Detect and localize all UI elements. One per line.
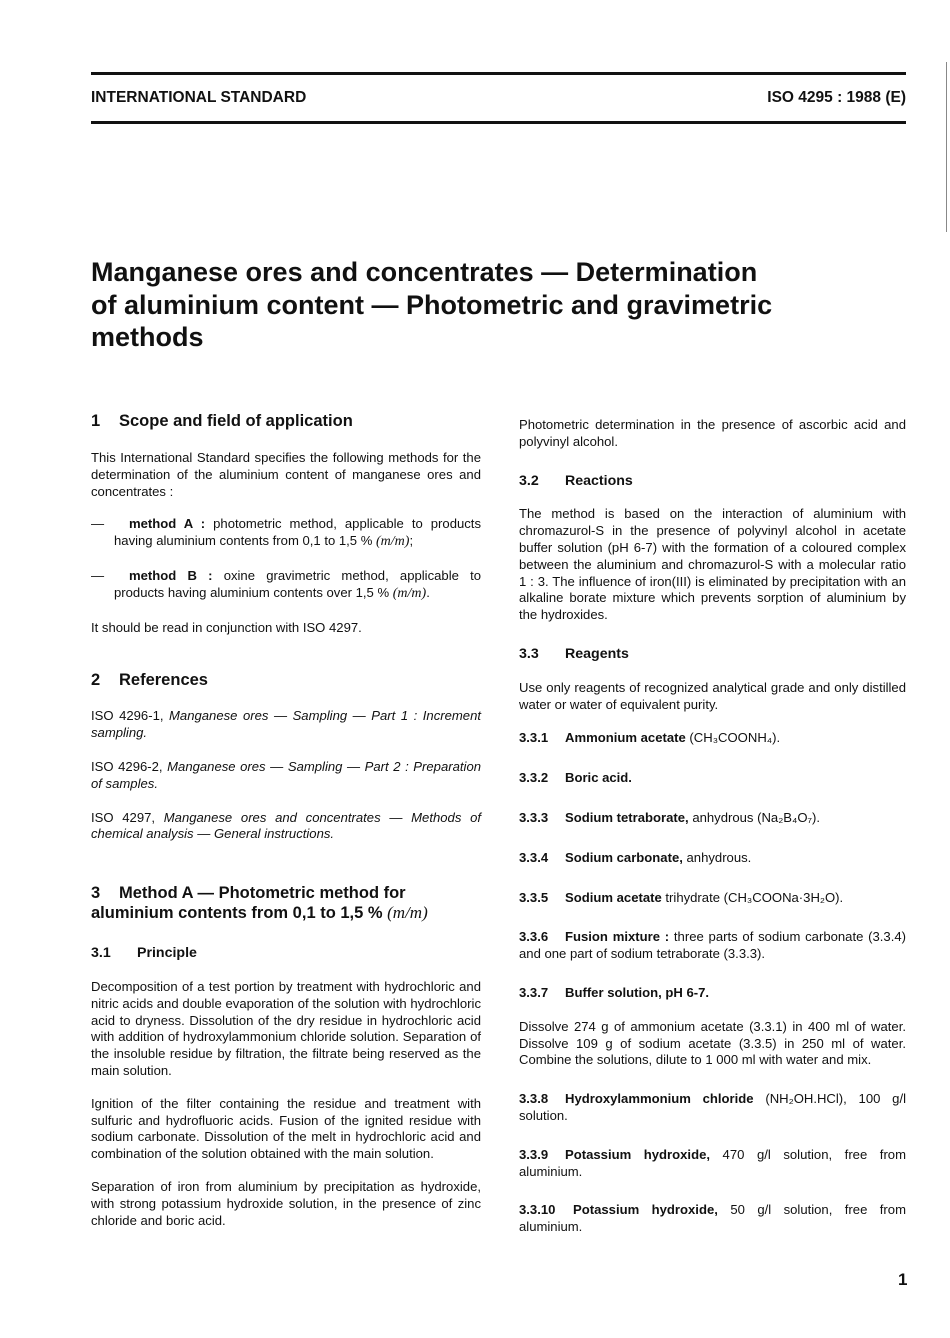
reagent-name: Fusion mixture : bbox=[565, 929, 670, 945]
header-rule-bottom bbox=[91, 121, 906, 124]
principle-paragraph: Separation of iron from aluminium by precipitation as hydroxide, with strong potassium hydroxide solution, in the presence of zinc chloride and boric acid. bbox=[91, 1178, 481, 1228]
unit: (m/m) bbox=[387, 903, 428, 923]
reagent-number: 3.3.7 bbox=[519, 984, 549, 1000]
principle-paragraph: Photometric determination in the presence of ascorbic acid and polyvinyl alcohol. bbox=[519, 417, 906, 449]
subsection-number: 3.3 bbox=[519, 645, 539, 662]
title-line: methods bbox=[91, 322, 204, 352]
reagent-name: Sodium tetraborate, bbox=[565, 809, 689, 825]
unit: (m/m) bbox=[376, 534, 410, 550]
reagent-name: Sodium acetate bbox=[565, 889, 662, 905]
reagent-detail: trihydrate (CH₃COONa·3H₂O). bbox=[661, 889, 844, 905]
left-column bbox=[91, 412, 481, 1229]
reference-item bbox=[91, 759, 481, 793]
subsection-heading-principle bbox=[91, 945, 481, 962]
reagent-name: Boric acid. bbox=[565, 770, 632, 786]
method-label: method A : bbox=[129, 516, 206, 532]
reagent-item bbox=[519, 890, 906, 907]
reagent-item bbox=[519, 1202, 906, 1236]
section-number: 2 bbox=[91, 671, 101, 690]
page-number: 1 bbox=[898, 1270, 908, 1289]
reference-item bbox=[91, 810, 481, 844]
methods-list bbox=[91, 516, 481, 602]
subsection-number: 3.2 bbox=[519, 472, 539, 489]
dash-bullet: — bbox=[91, 516, 105, 532]
method-label: method B : bbox=[129, 567, 213, 583]
document-title bbox=[91, 256, 891, 354]
header-rule-top bbox=[91, 72, 906, 75]
reagent-item bbox=[519, 929, 906, 963]
ref-code: ISO 4297, bbox=[91, 809, 156, 825]
reagent-name: Potassium hydroxide, bbox=[573, 1202, 718, 1218]
unit: (m/m) bbox=[392, 585, 427, 601]
reference-item bbox=[91, 708, 481, 742]
reagent-number: 3.3.4 bbox=[519, 849, 549, 865]
reagent-item bbox=[519, 730, 906, 747]
reagent-name: Ammonium acetate bbox=[565, 730, 686, 746]
reagent-number: 3.3.3 bbox=[519, 809, 549, 825]
dash-bullet: — bbox=[91, 567, 105, 583]
method-text: photometric method, applicable to products having aluminium contents from 0,1 to 1,5 % bbox=[114, 516, 481, 549]
method-text: oxine gravimetric method, applicable to products having aluminium contents over 1,5 % bbox=[114, 567, 482, 600]
reagent-detail: three parts of sodium carbonate (3.3.4) and one part of sodium tetraborate (3.3.3). bbox=[519, 929, 906, 962]
reagent-number: 3.3.6 bbox=[519, 929, 549, 945]
reagent-detail: 50 g/l solution, free from aluminium. bbox=[519, 1202, 906, 1235]
subsection-title: Reagents bbox=[565, 645, 629, 662]
reagent-item bbox=[519, 1147, 906, 1181]
reagent-item bbox=[519, 985, 906, 1002]
subsection-heading-reactions bbox=[519, 473, 906, 490]
reagents-intro: Use only reagents of recognized analytical grade and only distilled water or water of equivalent purity. bbox=[519, 679, 906, 712]
reagent-number: 3.3.2 bbox=[519, 770, 549, 786]
reagent-number: 3.3.8 bbox=[519, 1091, 549, 1107]
reagent-detail: anhydrous. bbox=[682, 849, 752, 865]
section-title: Scope and field of application bbox=[119, 412, 353, 430]
section-heading-references bbox=[91, 671, 481, 690]
reagent-name: Hydroxylammonium chloride bbox=[565, 1091, 754, 1107]
section-number: 1 bbox=[91, 412, 101, 430]
page-edge-line bbox=[946, 62, 947, 232]
title-line: of aluminium content — Photometric and gravimetric bbox=[91, 289, 773, 320]
ref-title: Manganese ores and concentrates — Methods of chemical analysis — General instructions. bbox=[91, 809, 482, 842]
reagent-number: 3.3.10 bbox=[519, 1202, 556, 1218]
reagent-number: 3.3.9 bbox=[519, 1146, 549, 1162]
reactions-paragraph: The method is based on the interaction of aluminium with chromazurol-S in the presence of polyvinyl alcohol in acetate buffer solution (pH 6-7) with the formation of a coloured complex between the aluminium and chromazurol-S with a molecular ratio 1 : 3. The influence of iron(III) is eliminated by precipitation with an alkaline borate mixture which prevents sorption of aluminium by the hydroxides. bbox=[519, 506, 906, 623]
reagent-name: Buffer solution, pH 6-7. bbox=[565, 984, 710, 1000]
scope-intro: This International Standard specifies the following methods for the determination of the aluminium content of manganese ores and concentrates : bbox=[91, 450, 481, 499]
reagent-item bbox=[519, 770, 906, 787]
section-heading-method-a bbox=[91, 884, 481, 923]
ref-title: Manganese ores — Sampling — Part 2 : Preparation of samples. bbox=[91, 758, 482, 791]
reagent-detail: (NH₂OH.HCl), 100 g/l solution. bbox=[519, 1091, 906, 1123]
reagent-item bbox=[519, 850, 906, 867]
standard-number: ISO 4295 : 1988 (E) bbox=[767, 89, 906, 106]
reagent-number: 3.3.5 bbox=[519, 889, 549, 905]
subsection-heading-reagents bbox=[519, 646, 906, 663]
subsection-title: Principle bbox=[137, 945, 197, 962]
title-line: Manganese ores and concentrates — Determination bbox=[91, 257, 758, 287]
section-number: 3 bbox=[91, 884, 101, 903]
reagent-body: Dissolve 274 g of ammonium acetate (3.3.1) in 400 ml of water. Dissolve 109 g of sodium acetate (3.3.5) in 250 ml of water. Combine the solutions, dilute to 1 000 ml with water and mix. bbox=[519, 1018, 906, 1068]
reagent-detail: anhydrous (Na₂B₄O₇). bbox=[688, 809, 821, 825]
list-item-method-a bbox=[91, 516, 481, 551]
subsection-number: 3.1 bbox=[91, 945, 111, 962]
principle-paragraph: Ignition of the filter containing the residue and treatment with sulfuric and hydrofluoric acids. Fusion of the ignited residue with sodium carbonate. Dissolution of the melt in hydrochloric acid and combination of the solution obtained with the main solution. bbox=[91, 1095, 481, 1162]
section-heading-scope bbox=[91, 412, 481, 431]
reagent-detail: (CH₃COONH₄). bbox=[685, 730, 781, 746]
ref-title: Manganese ores — Sampling — Part 1 : Increment sampling. bbox=[91, 708, 481, 741]
punct: ; bbox=[409, 533, 414, 549]
section-title: Method A — Photometric method for bbox=[119, 884, 406, 903]
reagent-detail: 470 g/l solution, free from aluminium. bbox=[519, 1146, 906, 1179]
reagent-item bbox=[519, 810, 906, 827]
reagent-number: 3.3.1 bbox=[519, 730, 549, 746]
ref-code: ISO 4296-1, bbox=[91, 708, 164, 724]
reagent-item bbox=[519, 1091, 906, 1125]
reagent-name: Potassium hydroxide, bbox=[565, 1146, 710, 1162]
punct: . bbox=[426, 584, 430, 600]
document-type-label: INTERNATIONAL STANDARD bbox=[91, 89, 307, 106]
section-title: References bbox=[119, 671, 208, 690]
ref-code: ISO 4296-2, bbox=[91, 758, 163, 774]
right-column bbox=[519, 412, 906, 1236]
scope-note: It should be read in conjunction with ISO 4297. bbox=[91, 619, 362, 635]
subsection-title: Reactions bbox=[565, 472, 633, 489]
principle-paragraph: Decomposition of a test portion by treatment with hydrochloric and nitric acids and double evaporation of the solution with hydrochloric acid to dryness. Dissolution of the dry residue in hydrochloric acid with addition of hydroxylammonium chloride solution. Separation of the insoluble residue by filtration, the filtrate being reserved as the main solution. bbox=[91, 978, 481, 1078]
reagent-name: Sodium carbonate, bbox=[565, 849, 683, 865]
section-title-cont: aluminium contents from 0,1 to 1,5 % bbox=[91, 904, 388, 923]
list-item-method-b bbox=[91, 568, 481, 603]
